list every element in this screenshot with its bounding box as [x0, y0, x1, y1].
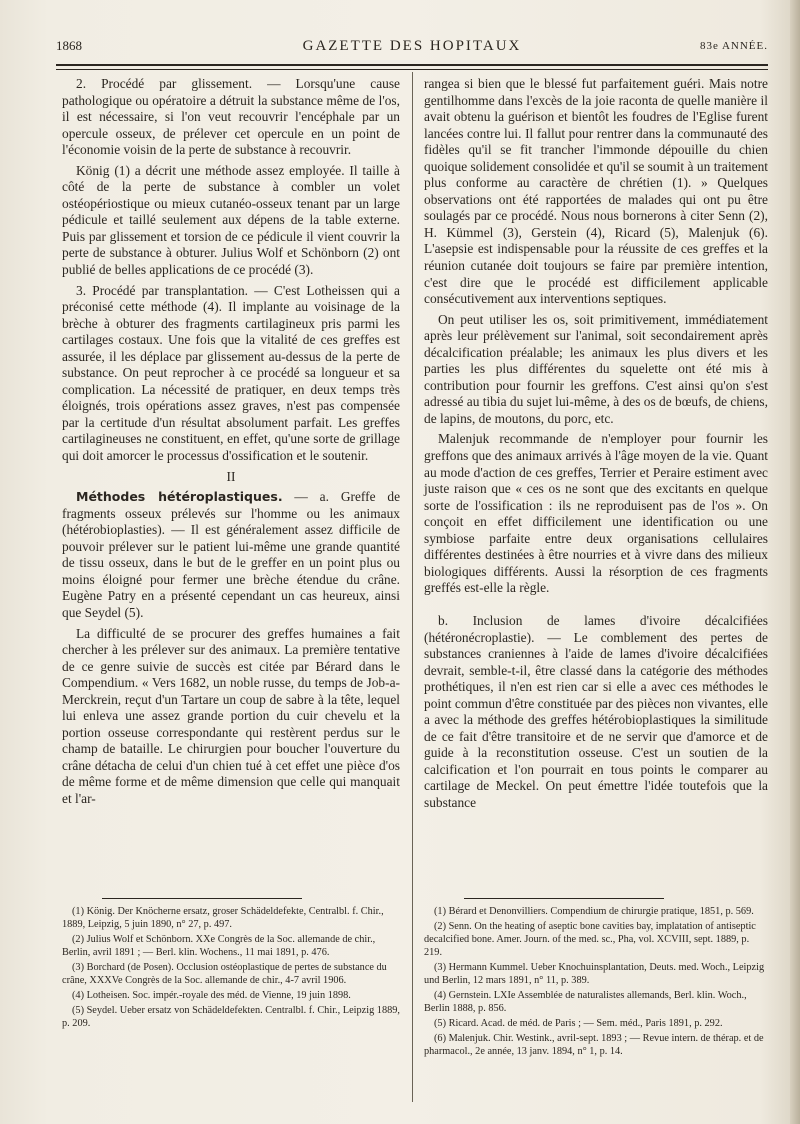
paragraph: 2. Procédé par glissement. — Lorsqu'une cause pathologique ou opératoire a détruit la substance même de l'os, il est nécessaire, si l'on veut recouvrir l'encéphale par un opercule osseux, de prélever cet opercule en un point de l'économie voisin de la perte de substance à recouvrir. [62, 76, 400, 158]
footnotes-left [62, 898, 400, 1032]
footnotes-right [424, 898, 768, 1060]
footnote-rule [464, 898, 664, 899]
header-rule-thick [56, 64, 768, 66]
paragraph: rangea si bien que le blessé fut parfaitement guéri. Mais notre gentilhomme dans l'excès de la joie raconta de quelle manière il avait obtenu la guérison et bientôt les foudres de l'Eglise furent lancées contre lui. Il fallut pour rentrer dans la communauté des fidèles qu'il se fit trancher l'immonde dépouille du chien quoique solidement consolidée et qu'il se soumit à un traitement plus conforme au caractère de chrétien (1). » Quelques observations ont été rapportées de malades qui ont pu être soulagés par ce procédé. Nous nous bornerons à citer Senn (2), H. Kümmel (3), Gerstein (4), Ricard (5), Malenjuk (6). L'asepsie est indispensable pour la réussite de ces greffes et la réunion cutanée doit toujours se faire par première intention, c'est dire que le procédé est difficilement applicable consécutivement aux interventions septiques. [424, 76, 768, 307]
page-edge [790, 0, 800, 1124]
footnote: (3) Hermann Kummel. Ueber Knochuinsplantation, Deuts. med. Woch., Leipzig und Berlin, 12 mars 1891, n° 11, p. 389. [424, 962, 765, 986]
footnote: (1) Bérard et Denonvilliers. Compendium de chirurgie pratique, 1851, p. 569. [434, 906, 754, 917]
paragraph-text: — a. Greffe de fragments osseux prélevés sur l'homme ou les animaux (hétérobioplasties). — Il est généralement assez difficile de pouvoir prélever sur le patient lui-même une grande quantité de tissu osseux, dans le but de le greffer en un point plus ou moins éloigné pour fermer une brèche étendue du crâne. Eugène Patry en a présenté cependant un cas heureux, ainsi que Seydel (5). [62, 489, 401, 620]
footnote: (4) Gernstein. LXIe Assemblée de naturalistes allemands, Berl. klin. Woch., Berlin 1888, p. 856. [424, 990, 747, 1014]
spacer [424, 601, 768, 613]
footnote: (5) Ricard. Acad. de méd. de Paris ; — Sem. méd., Paris 1891, p. 292. [434, 1018, 723, 1029]
footnote: (1) König. Der Knöcherne ersatz, groser Schädeldefekte, Centralbl. f. Chir., 1889, Leipzig, 5 juin 1890, n° 27, p. 497. [62, 906, 384, 930]
section-heading: Méthodes hétéroplastiques. [76, 489, 283, 505]
right-column [424, 76, 768, 816]
paragraph: On peut utiliser les os, soit primitivement, immédiatement après leur prélèvement sur l'animal, soit secondairement après décalcification préalable; les animaux les plus divers et les parties les plus différentes du squelette ont été mis à contribution pour fournir les greffons. C'est ainsi qu'on s'est adressé au tibia du sujet lui-même, à des os de bœufs, de chiens, de lapins, de moutons, du porc, etc. [424, 311, 768, 426]
header-rule-thin [56, 69, 768, 70]
paragraph: Malenjuk recommande de n'employer pour fournir les greffons que des animaux arrivés à l'âge moyen de la vie. Quant au mode d'action de ces greffes, Terrier et Peraire estiment avec juste raison que « ces os ne sont que des excitants en quelque sorte de l'ossification : ils ne reproduisent pas de l'os ». On conçoit en effet difficilement une identification ou une symbiose parfaite entre deux organisations cellulaires différentes destinées à être nourries et à vivre dans des milieux biologiques différents. Aussi la résorption de ces fragments greffés est-elle la règle. [424, 431, 768, 596]
page-header [56, 38, 768, 60]
column-divider [412, 72, 413, 1102]
footnote: (3) Borchard (de Posen). Occlusion ostéoplastique de pertes de substance du crâne, XXXVe Congrès de la Soc. allemande de chir., 4-7 avril 1906. [62, 962, 387, 986]
section-number: II [226, 468, 236, 484]
paragraph: b. Inclusion de lames d'ivoire décalcifiées (hétéronécroplastie). — Le comblement des pertes de substances craniennes à l'aide de lames d'ivoire décalcifiées devrait, semble-t-il, être classé dans la catégorie des méthodes prothétiques, il n'en est rien car si elle a avec ces méthodes le point commun d'être constituée par des pièces non vivantes, elle a avec la méthode des greffes hétérobioplastiques la similitude de ce fait d'être transitoire et de ne servir que d'amorce et de guide à la reconstitution osseuse. C'est un soutien de la calcification et l'on pourrait en tous points le comparer au cartilage de Meckel. On peut émettre l'idée toutefois que la substance [424, 612, 768, 810]
footnote: (4) Lotheisen. Soc. impér.-royale des méd. de Vienne, 19 juin 1898. [72, 990, 351, 1001]
page-number: 1868 [56, 38, 82, 53]
year-label: 83e ANNÉE. [699, 40, 768, 52]
paragraph: 3. Procédé par transplantation. — C'est Lotheissen qui a préconisé cette méthode (4). Il implante au voisinage de la brèche à obturer des fragments cartilagineux pris parmi les cartilages costaux. Une fois que la vitalité de ces greffes est assurée, il les déplace par glissement au-dessus de la perte de substance. On peut reprocher à ce procédé sa longueur et sa complication. La nécessité de pratiquer, en deux temps très éloignés, trois opérations assez graves, n'est pas compensée par la certitude d'un résultat absolument parfait. Les greffes cartilagineuses ne constituent, en effet, qu'une sorte de grillage qui doit amorcer le processus d'ossification et le soutenir. [62, 282, 400, 464]
footnote: (5) Seydel. Ueber ersatz von Schädeldefekten. Centralbl. f. Chir., Leipzig 1889, p. 209. [62, 1005, 400, 1029]
journal-title: GAZETTE DES HOPITAUX [302, 38, 522, 54]
footnote: (2) Senn. On the heating of aseptic bone cavities bay, implatation of antiseptic decalcified bone. Amer. Journ. of the med. sc., Pha, vol. XCVIII, sept. 1889, p. 219. [424, 921, 756, 958]
paragraph: La difficulté de se procurer des greffes humaines a fait chercher à les prélever sur des animaux. La première tentative de ce genre suivie de succès est citée par Bérard dans le Compendium. « Vers 1682, un noble russe, du temps de Job-a-Merckrein, reçut d'un Tartare un coup de sabre à la tête, lequel lui enleva une assez grande portion du cuir chevelu et la portion osseuse correspondante qui restèrent perdus sur le champ de bataille. Le chirurgien pour boucher l'ouverture du crâne détacha de celui d'un chien tué à cet effet une pièce d'os de même forme et de même dimension que celle qui manquait et l'ar- [62, 625, 400, 806]
paragraph [62, 489, 400, 621]
paragraph: König (1) a décrit une méthode assez employée. Il taille à côté de la perte de substance à combler un volet ostéopériostique ou mieux cutanéo-osseux tenant par un large pédicule et taillé seulement aux dépens de la table externe. Puis par glissement et torsion de ce pédicule il vient couvrir la perte de substance à obturer. Julius Wolf et Schönborn (2) ont publié de belles applications de ce procédé (3). [62, 162, 400, 278]
footnote-rule [102, 898, 302, 899]
left-column [62, 76, 400, 812]
footnote: (2) Julius Wolf et Schönborn. XXe Congrès de la Soc. allemande de chir., Berlin, avril 1891 ; — Berl. klin. Wochens., 11 mai 1891, p. 476. [62, 934, 376, 958]
footnote: (6) Malenjuk. Chir. Westink., avril-sept. 1893 ; — Revue intern. de thérap. et de pharmacol., 2e année, 13 janv. 1894, n° 1, p. 14. [424, 1033, 764, 1057]
